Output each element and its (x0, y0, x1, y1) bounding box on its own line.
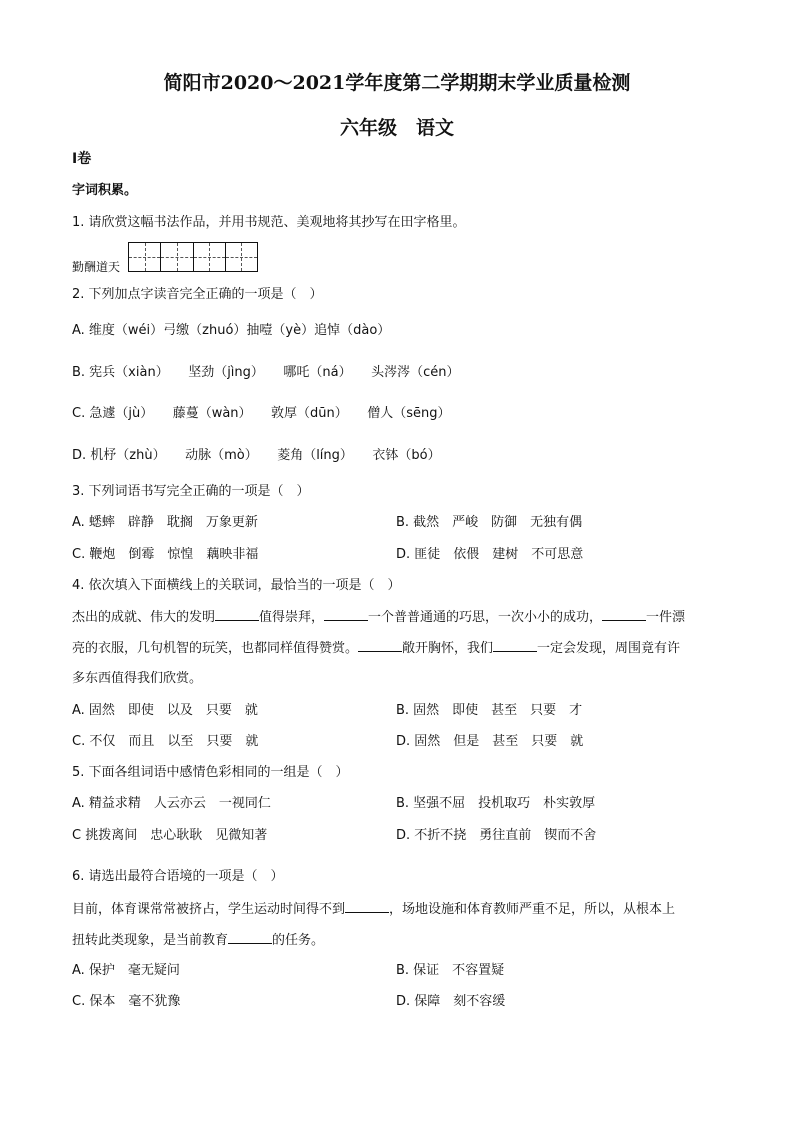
question-3-option-b[interactable]: B. 截然 严峻 防御 无独有偶 (396, 515, 583, 530)
question-2-stem: 2. 下列加点字读音完全正确的一项是（ ） (72, 287, 323, 302)
question-6-passage-line (72, 900, 675, 919)
grid-cell[interactable] (129, 243, 161, 271)
question-6-option-a[interactable]: A. 保护 毫无疑问 (72, 963, 180, 978)
passage-text: 一定会发现，周围竟有许 (537, 641, 681, 656)
question-5-option-c[interactable]: C 挑拨离间 忠心耿耿 见微知著 (72, 828, 268, 843)
question-3-option-a[interactable]: A. 蟋蟀 辟静 耽搁 万象更新 (72, 515, 258, 530)
passage-text: ，场地设施和体育教师严重不足，所以，从根本上 (389, 902, 676, 917)
question-2-option-c[interactable]: C. 急遽（jù） 藤蔓（wàn） 敦厚（dūn） 僧人（sēng） (72, 406, 451, 421)
passage-text: 敞开胸怀，我们 (402, 641, 494, 656)
question-5-stem: 5. 下面各组词语中感情色彩相同的一组是（ ） (72, 765, 349, 780)
question-5-option-b[interactable]: B. 坚强不屈 投机取巧 朴实敦厚 (396, 796, 596, 811)
question-3-option-d[interactable]: D. 匪徒 依偎 建树 不可思意 (396, 547, 584, 562)
question-4-passage-line (72, 608, 685, 627)
question-1-stem: 1. 请欣赏这幅书法作品，并用书规范、美观地将其抄写在田字格里。 (72, 215, 466, 230)
passage-text: 值得崇拜， (259, 610, 325, 625)
volume-label: Ⅰ卷 (72, 151, 92, 167)
question-4-passage-line (72, 639, 680, 658)
part-heading: 字词积累。 (72, 183, 138, 198)
question-6-passage-line (72, 931, 324, 950)
passage-text: 扭转此类现象，是当前教育 (72, 933, 229, 948)
question-2-option-b[interactable]: B. 宪兵（xiàn） 坚劲（jìng） 哪吒（ná） 头涔涔（cén） (72, 365, 460, 380)
question-6-option-d[interactable]: D. 保障 刻不容缓 (396, 994, 506, 1009)
page-title: 简阳市2020～2021学年度第二学期期末学业质量检测 (163, 72, 631, 94)
question-4-passage-line: 多东西值得我们欣赏。 (72, 671, 203, 686)
passage-text: 亮的衣服，几句机智的玩笑，也都同样值得赞赏。 (72, 641, 359, 656)
question-2-option-d[interactable]: D. 机杼（zhù） 动脉（mò） 菱角（líng） 衣钵（bó） (72, 448, 441, 463)
blank[interactable] (493, 639, 537, 652)
grid-cell[interactable] (226, 243, 257, 271)
blank[interactable] (324, 608, 368, 621)
grid-cell[interactable] (194, 243, 226, 271)
tianzige-grid[interactable] (128, 242, 258, 272)
calligraphy-image: 勤酬道天 (72, 260, 121, 274)
question-3-stem: 3. 下列词语书写完全正确的一项是（ ） (72, 484, 310, 499)
question-6-stem: 6. 请选出最符合语境的一项是（ ） (72, 869, 284, 884)
grid-cell[interactable] (161, 243, 193, 271)
question-3-option-c[interactable]: C. 鞭炮 倒霉 惊惶 藕映非福 (72, 547, 259, 562)
question-4-option-a[interactable]: A. 固然 即使 以及 只要 就 (72, 703, 258, 718)
question-4-stem: 4. 依次填入下面横线上的关联词，最恰当的一项是（ ） (72, 578, 401, 593)
blank[interactable] (602, 608, 646, 621)
question-4-option-c[interactable]: C. 不仅 而且 以至 只要 就 (72, 734, 259, 749)
question-5-option-d[interactable]: D. 不折不挠 勇往直前 锲而不舍 (396, 828, 597, 843)
blank[interactable] (345, 900, 389, 913)
passage-text: 一件漂 (646, 610, 686, 625)
question-5-option-a[interactable]: A. 精益求精 人云亦云 一视同仁 (72, 796, 271, 811)
question-4-option-b[interactable]: B. 固然 即使 甚至 只要 才 (396, 703, 583, 718)
blank[interactable] (358, 639, 402, 652)
blank[interactable] (228, 931, 272, 944)
question-2-option-a[interactable]: A. 维度（wéi）弓缴（zhuó）抽噎（yè）追悼（dào） (72, 323, 391, 338)
passage-text: 杰出的成就、伟大的发明 (72, 610, 216, 625)
passage-text: 目前，体育课常常被挤占，学生运动时间得不到 (72, 902, 346, 917)
question-6-option-b[interactable]: B. 保证 不容置疑 (396, 963, 505, 978)
passage-text: 一个普普通通的巧思，一次小小的成功， (368, 610, 603, 625)
question-6-option-c[interactable]: C. 保本 毫不犹豫 (72, 994, 181, 1009)
question-4-option-d[interactable]: D. 固然 但是 甚至 只要 就 (396, 734, 584, 749)
passage-text: 的任务。 (272, 933, 325, 948)
page-subtitle: 六年级 语文 (339, 117, 454, 139)
blank[interactable] (215, 608, 259, 621)
